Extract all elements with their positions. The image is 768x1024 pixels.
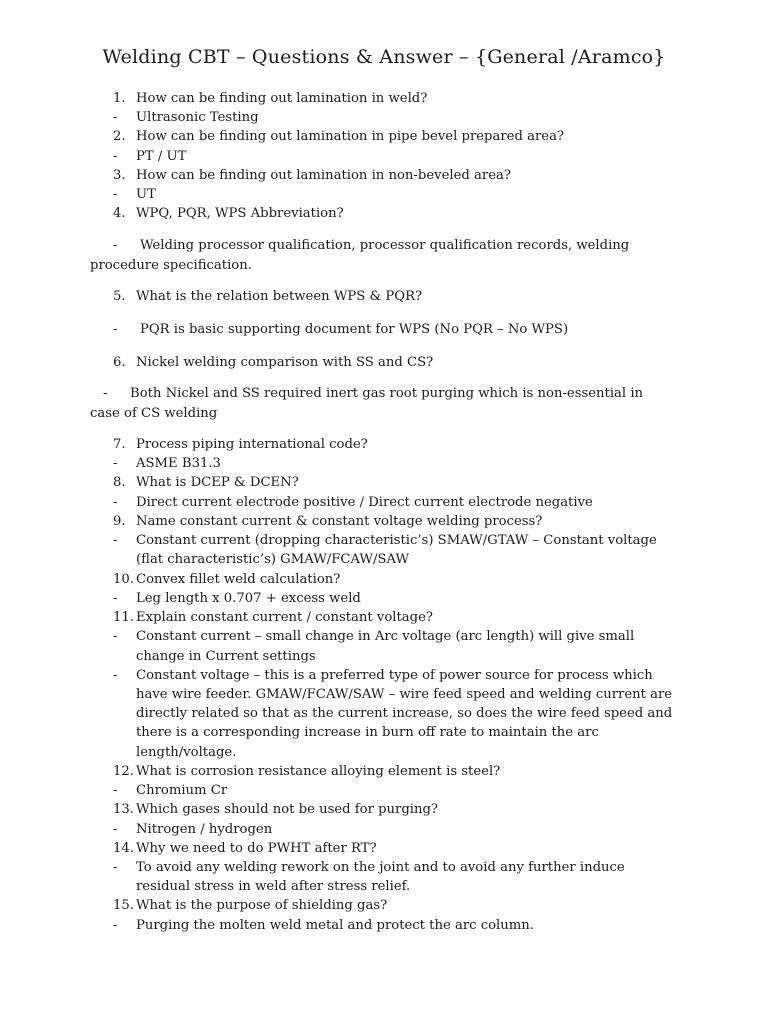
question-line [0, 898, 768, 918]
line-text: PQR is basic supporting document for WPS (No PQR – No WPS) [140, 322, 569, 337]
line-text: Why we need to do PWHT after RT? [136, 841, 377, 856]
line-text: WPQ, PQR, WPS Abbreviation? [136, 206, 344, 221]
answer-line [0, 238, 768, 258]
dash-marker: - [113, 591, 118, 606]
line-text: To avoid any welding rework on the joint and to avoid any further induce [136, 860, 625, 875]
line-text: Chromium Cr [136, 783, 228, 798]
continuation-line [0, 687, 768, 707]
line-text: Leg length x 0.707 + excess weld [136, 591, 361, 606]
item-number: 5. [113, 289, 126, 304]
dash-marker: - [113, 533, 118, 548]
item-number: 9. [113, 514, 126, 529]
page-title: Welding CBT – Questions & Answer – {General /Aramco} [102, 46, 666, 68]
line-text: change in Current settings [136, 649, 316, 664]
question-line [0, 129, 768, 149]
answer-line [0, 149, 768, 169]
line-text: directly related so that as the current increase, so does the wire feed speed and [136, 706, 673, 721]
line-text: Purging the molten weld metal and protect the arc column. [136, 918, 534, 933]
answer-line [0, 533, 768, 553]
line-text: Explain constant current / constant voltage? [136, 610, 433, 625]
question-line [0, 91, 768, 111]
item-number: 7. [113, 437, 126, 452]
continuation-line [0, 406, 768, 426]
dash-marker: - [113, 495, 118, 510]
line-text: What is the relation between WPS & PQR? [136, 289, 423, 304]
line-text: there is a corresponding increase in burn off rate to maintain the arc [136, 725, 599, 740]
item-number: 3. [113, 168, 126, 183]
dash-marker: - [113, 918, 118, 933]
line-text: What is corrosion resistance alloying element is steel? [136, 764, 501, 779]
dash-marker: - [113, 668, 118, 683]
item-number: 13. [113, 802, 134, 817]
line-text: Process piping international code? [136, 437, 368, 452]
line-text: Convex fillet weld calculation? [136, 572, 341, 587]
line-text: Welding processor qualification, processor qualification records, welding [140, 238, 630, 253]
answer-line [0, 860, 768, 880]
answer-line [0, 456, 768, 476]
dash-marker: - [113, 238, 118, 253]
continuation-line [0, 552, 768, 572]
dash-marker: - [113, 110, 118, 125]
question-line [0, 764, 768, 784]
item-number: 6. [113, 355, 126, 370]
line-text: PT / UT [136, 149, 187, 164]
question-line [0, 572, 768, 592]
line-text: Constant current – small change in Arc voltage (arc length) will give small [136, 629, 635, 644]
question-line [0, 289, 768, 309]
line-text: Direct current electrode positive / Direct current electrode negative [136, 495, 593, 510]
line-text: How can be finding out lamination in weld? [136, 91, 428, 106]
answer-line [0, 918, 768, 938]
answer-line [0, 629, 768, 649]
dash-marker: - [103, 386, 108, 401]
line-text: Nitrogen / hydrogen [136, 822, 273, 837]
line-text: Nickel welding comparison with SS and CS? [136, 355, 434, 370]
question-line [0, 802, 768, 822]
question-line [0, 841, 768, 861]
line-text: (flat characteristic’s) GMAW/FCAW/SAW [136, 552, 410, 567]
line-text: Constant voltage – this is a preferred type of power source for process which [136, 668, 653, 683]
dash-marker: - [113, 322, 118, 337]
question-line [0, 355, 768, 375]
question-line [0, 475, 768, 495]
line-text: case of CS welding [90, 406, 218, 421]
item-number: 4. [113, 206, 126, 221]
dash-marker: - [113, 456, 118, 471]
continuation-line [0, 879, 768, 899]
continuation-line [0, 725, 768, 745]
question-line [0, 206, 768, 226]
answer-line [0, 495, 768, 515]
question-line [0, 610, 768, 630]
item-number: 15. [113, 898, 134, 913]
answer-line [0, 668, 768, 688]
line-text: ASME B31.3 [136, 456, 221, 471]
dash-marker: - [113, 149, 118, 164]
answer-line [0, 822, 768, 842]
answer-line [0, 386, 768, 406]
line-text: UT [136, 187, 156, 202]
line-text: How can be finding out lamination in non-beveled area? [136, 168, 511, 183]
question-line [0, 437, 768, 457]
item-number: 1. [113, 91, 126, 106]
item-number: 14. [113, 841, 134, 856]
continuation-line [0, 706, 768, 726]
item-number: 10. [113, 572, 134, 587]
line-text: procedure specification. [90, 258, 252, 273]
item-number: 8. [113, 475, 126, 490]
dash-marker: - [113, 822, 118, 837]
dash-marker: - [113, 187, 118, 202]
line-text: have wire feeder. GMAW/FCAW/SAW – wire feed speed and welding current are [136, 687, 673, 702]
answer-line [0, 591, 768, 611]
line-text: Which gases should not be used for purging? [136, 802, 438, 817]
line-text: Both Nickel and SS required inert gas root purging which is non-essential in [130, 386, 644, 401]
continuation-line [0, 258, 768, 278]
item-number: 12. [113, 764, 134, 779]
answer-line [0, 322, 768, 342]
question-line [0, 514, 768, 534]
line-text: Name constant current & constant voltage welding process? [136, 514, 543, 529]
continuation-line [0, 745, 768, 765]
dash-marker: - [113, 629, 118, 644]
item-number: 11. [113, 610, 134, 625]
line-text: What is the purpose of shielding gas? [136, 898, 388, 913]
answer-line [0, 110, 768, 130]
line-text: What is DCEP & DCEN? [136, 475, 299, 490]
line-text: Constant current (dropping characteristic’s) SMAW/GTAW – Constant voltage [136, 533, 657, 548]
answer-line [0, 187, 768, 207]
line-text: Ultrasonic Testing [136, 110, 259, 125]
question-line [0, 168, 768, 188]
line-text: residual stress in weld after stress relief. [136, 879, 411, 894]
continuation-line [0, 649, 768, 669]
dash-marker: - [113, 783, 118, 798]
item-number: 2. [113, 129, 126, 144]
line-text: length/voltage. [136, 745, 237, 760]
dash-marker: - [113, 860, 118, 875]
line-text: How can be finding out lamination in pipe bevel prepared area? [136, 129, 565, 144]
answer-line [0, 783, 768, 803]
